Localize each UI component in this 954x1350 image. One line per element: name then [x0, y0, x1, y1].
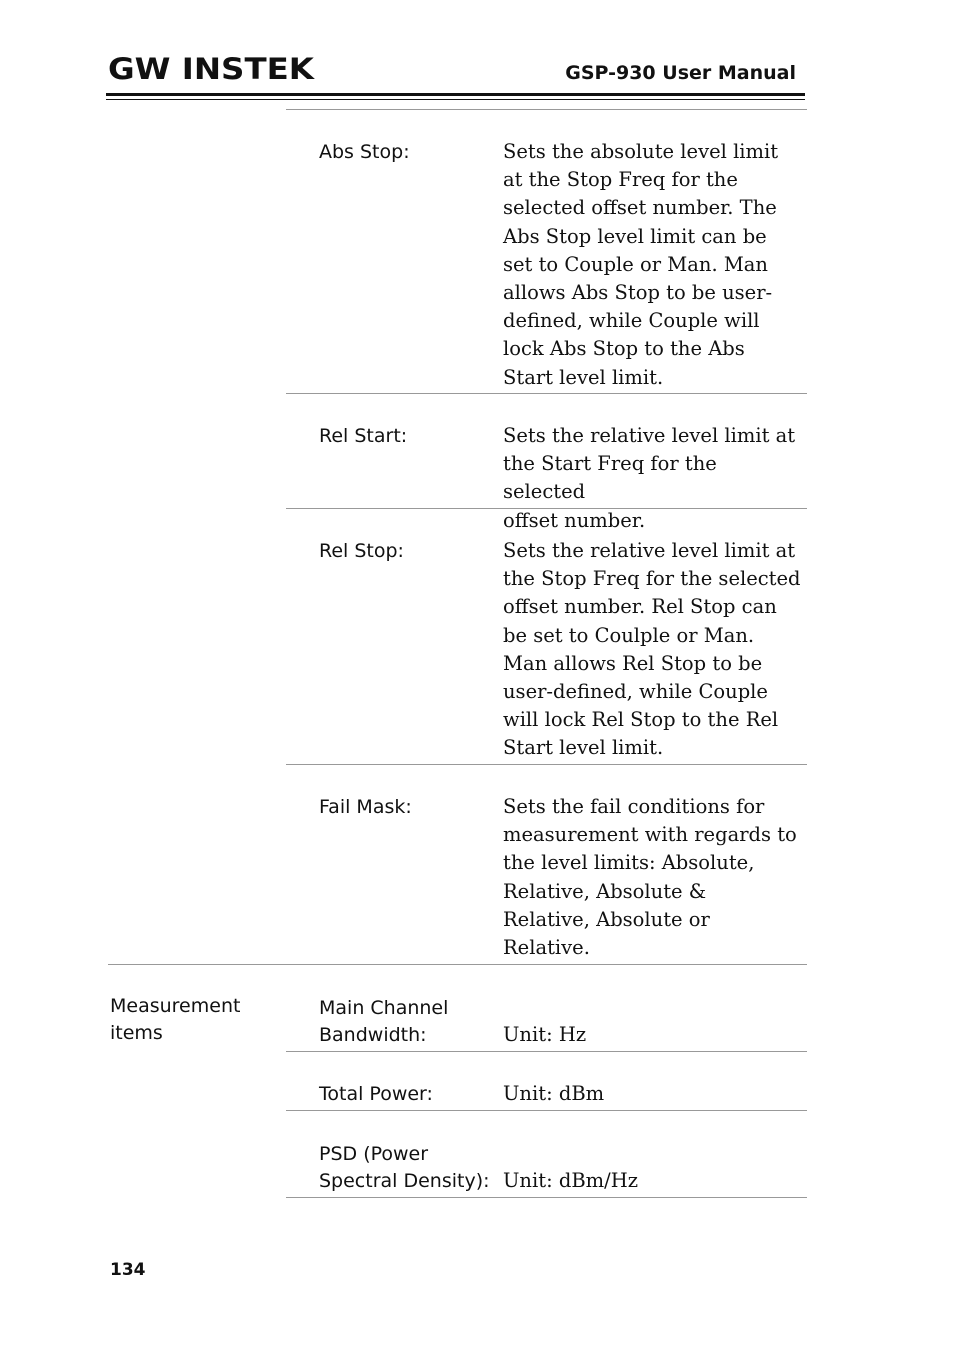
- table-divider: [286, 1197, 807, 1198]
- manual-title: GSP-930 User Manual: [565, 62, 796, 84]
- row-label-psd: PSD (Power Spectral Density):: [319, 1143, 490, 1192]
- table-divider: [286, 764, 807, 765]
- row-label-fail-mask: Fail Mask:: [319, 796, 412, 818]
- table-divider: [286, 1051, 807, 1052]
- row-desc-abs-stop: Sets the absolute level limit at the Stop Freq for the selected offset number. The Abs Stop level limit can be set to Couple or Man. Man allows Abs Stop to be user- defined, while Couple will lock Abs Stop to the Abs Start level limit.: [503, 140, 779, 389]
- table-divider: [286, 1110, 807, 1111]
- row-desc-fail-mask: Sets the fail conditions for measurement with regards to the level limits: Absolute, Relative, Absolute & Relative, Absolute or Relative.: [503, 795, 797, 960]
- row-label-main-channel-bandwidth: Main Channel Bandwidth:: [319, 997, 449, 1046]
- row-label-rel-start: Rel Start:: [319, 425, 408, 447]
- row-label-total-power: Total Power:: [319, 1083, 433, 1105]
- header-rule-thin: [106, 99, 805, 100]
- row-label-rel-stop: Rel Stop:: [319, 540, 404, 562]
- row-desc-rel-stop: Sets the relative level limit at the Stop Freq for the selected offset number. Rel Stop can be set to Coulple or Man. Man allows Rel Stop to be user-defined, while Couple will lock Rel Stop to the Rel Start level limit.: [503, 539, 801, 760]
- section-label-measurement: Measurement items: [110, 995, 241, 1044]
- row-label-abs-stop: Abs Stop:: [319, 141, 410, 163]
- row-desc-psd: Unit: dBm/Hz: [503, 1169, 638, 1192]
- table-divider: [286, 508, 807, 509]
- table-divider: [286, 109, 807, 110]
- section-divider: [108, 964, 807, 965]
- row-desc-main-channel-bandwidth: Unit: Hz: [503, 1023, 587, 1046]
- header-rule-thick: [106, 93, 805, 96]
- row-desc-total-power: Unit: dBm: [503, 1082, 605, 1105]
- row-desc-rel-start: Sets the relative level limit at the Start Freq for the selected offset number.: [503, 424, 796, 532]
- gw-instek-logo: GW INSTEK: [108, 52, 314, 86]
- page-number: 134: [110, 1260, 146, 1280]
- table-divider: [286, 393, 807, 394]
